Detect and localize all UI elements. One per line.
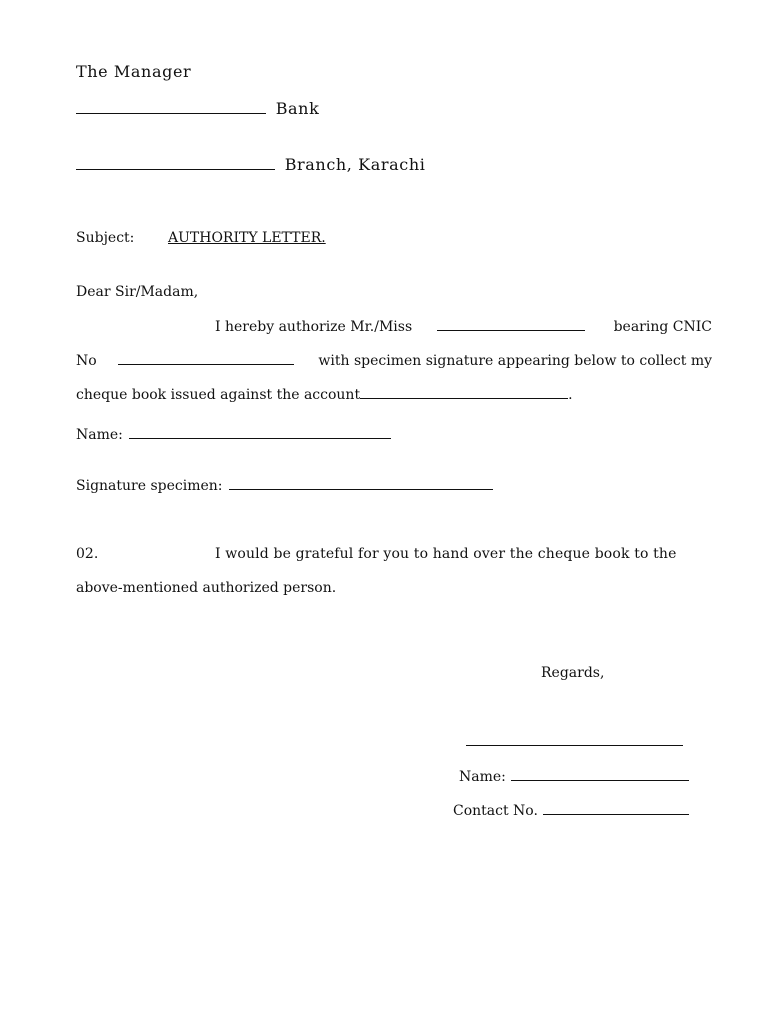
- cnic-number-blank: [118, 351, 294, 365]
- closing-contact-label: Contact No.: [453, 803, 538, 819]
- paragraph2-line1: I would be grateful for you to hand over the cheque book to the: [215, 546, 677, 562]
- bank-name-blank: [76, 100, 266, 114]
- paragraph1-line3: [76, 385, 573, 404]
- paragraph2-line2: above-mentioned authorized person.: [76, 580, 337, 596]
- cnic-no-label: No: [76, 353, 97, 369]
- account-text: cheque book issued against the account: [76, 387, 361, 403]
- paragraph1-line1: [215, 317, 712, 336]
- paragraph2-number: 02.: [76, 546, 99, 562]
- signature-field-line: [76, 476, 497, 495]
- name-blank: [129, 425, 391, 439]
- specimen-text: with specimen signature appearing below to collect my: [318, 353, 712, 369]
- authorized-person-blank: [437, 317, 585, 331]
- subject-line: [76, 229, 326, 247]
- branch-line: [76, 156, 425, 174]
- paragraph1-line2: [76, 351, 712, 370]
- regards-text: Regards,: [541, 665, 605, 681]
- closing-signature-line: [466, 745, 683, 746]
- closing-name-line: [459, 767, 693, 786]
- bearing-cnic-text: bearing CNIC: [613, 319, 712, 335]
- closing-name-label: Name:: [459, 769, 506, 785]
- branch-suffix: Branch, Karachi: [284, 155, 426, 174]
- authorize-text: I hereby authorize Mr./Miss: [215, 319, 413, 335]
- bank-line: [76, 100, 319, 118]
- salutation: Dear Sir/Madam,: [76, 284, 199, 300]
- recipient-line: [76, 63, 191, 81]
- name-field-line: [76, 425, 395, 444]
- closing-contact-blank: [543, 801, 689, 815]
- subject-text: AUTHORITY LETTER.: [168, 230, 326, 246]
- account-number-blank: [360, 385, 568, 399]
- name-label: Name:: [76, 427, 123, 443]
- signature-blank: [229, 476, 493, 490]
- signature-label: Signature specimen:: [76, 478, 223, 494]
- subject-label: Subject:: [76, 230, 135, 246]
- recipient-title: The Manager: [76, 62, 192, 81]
- closing-contact-line: [453, 801, 693, 820]
- account-period: .: [568, 387, 573, 403]
- closing-name-blank: [511, 767, 689, 781]
- branch-name-blank: [76, 156, 275, 170]
- bank-suffix: Bank: [275, 99, 320, 118]
